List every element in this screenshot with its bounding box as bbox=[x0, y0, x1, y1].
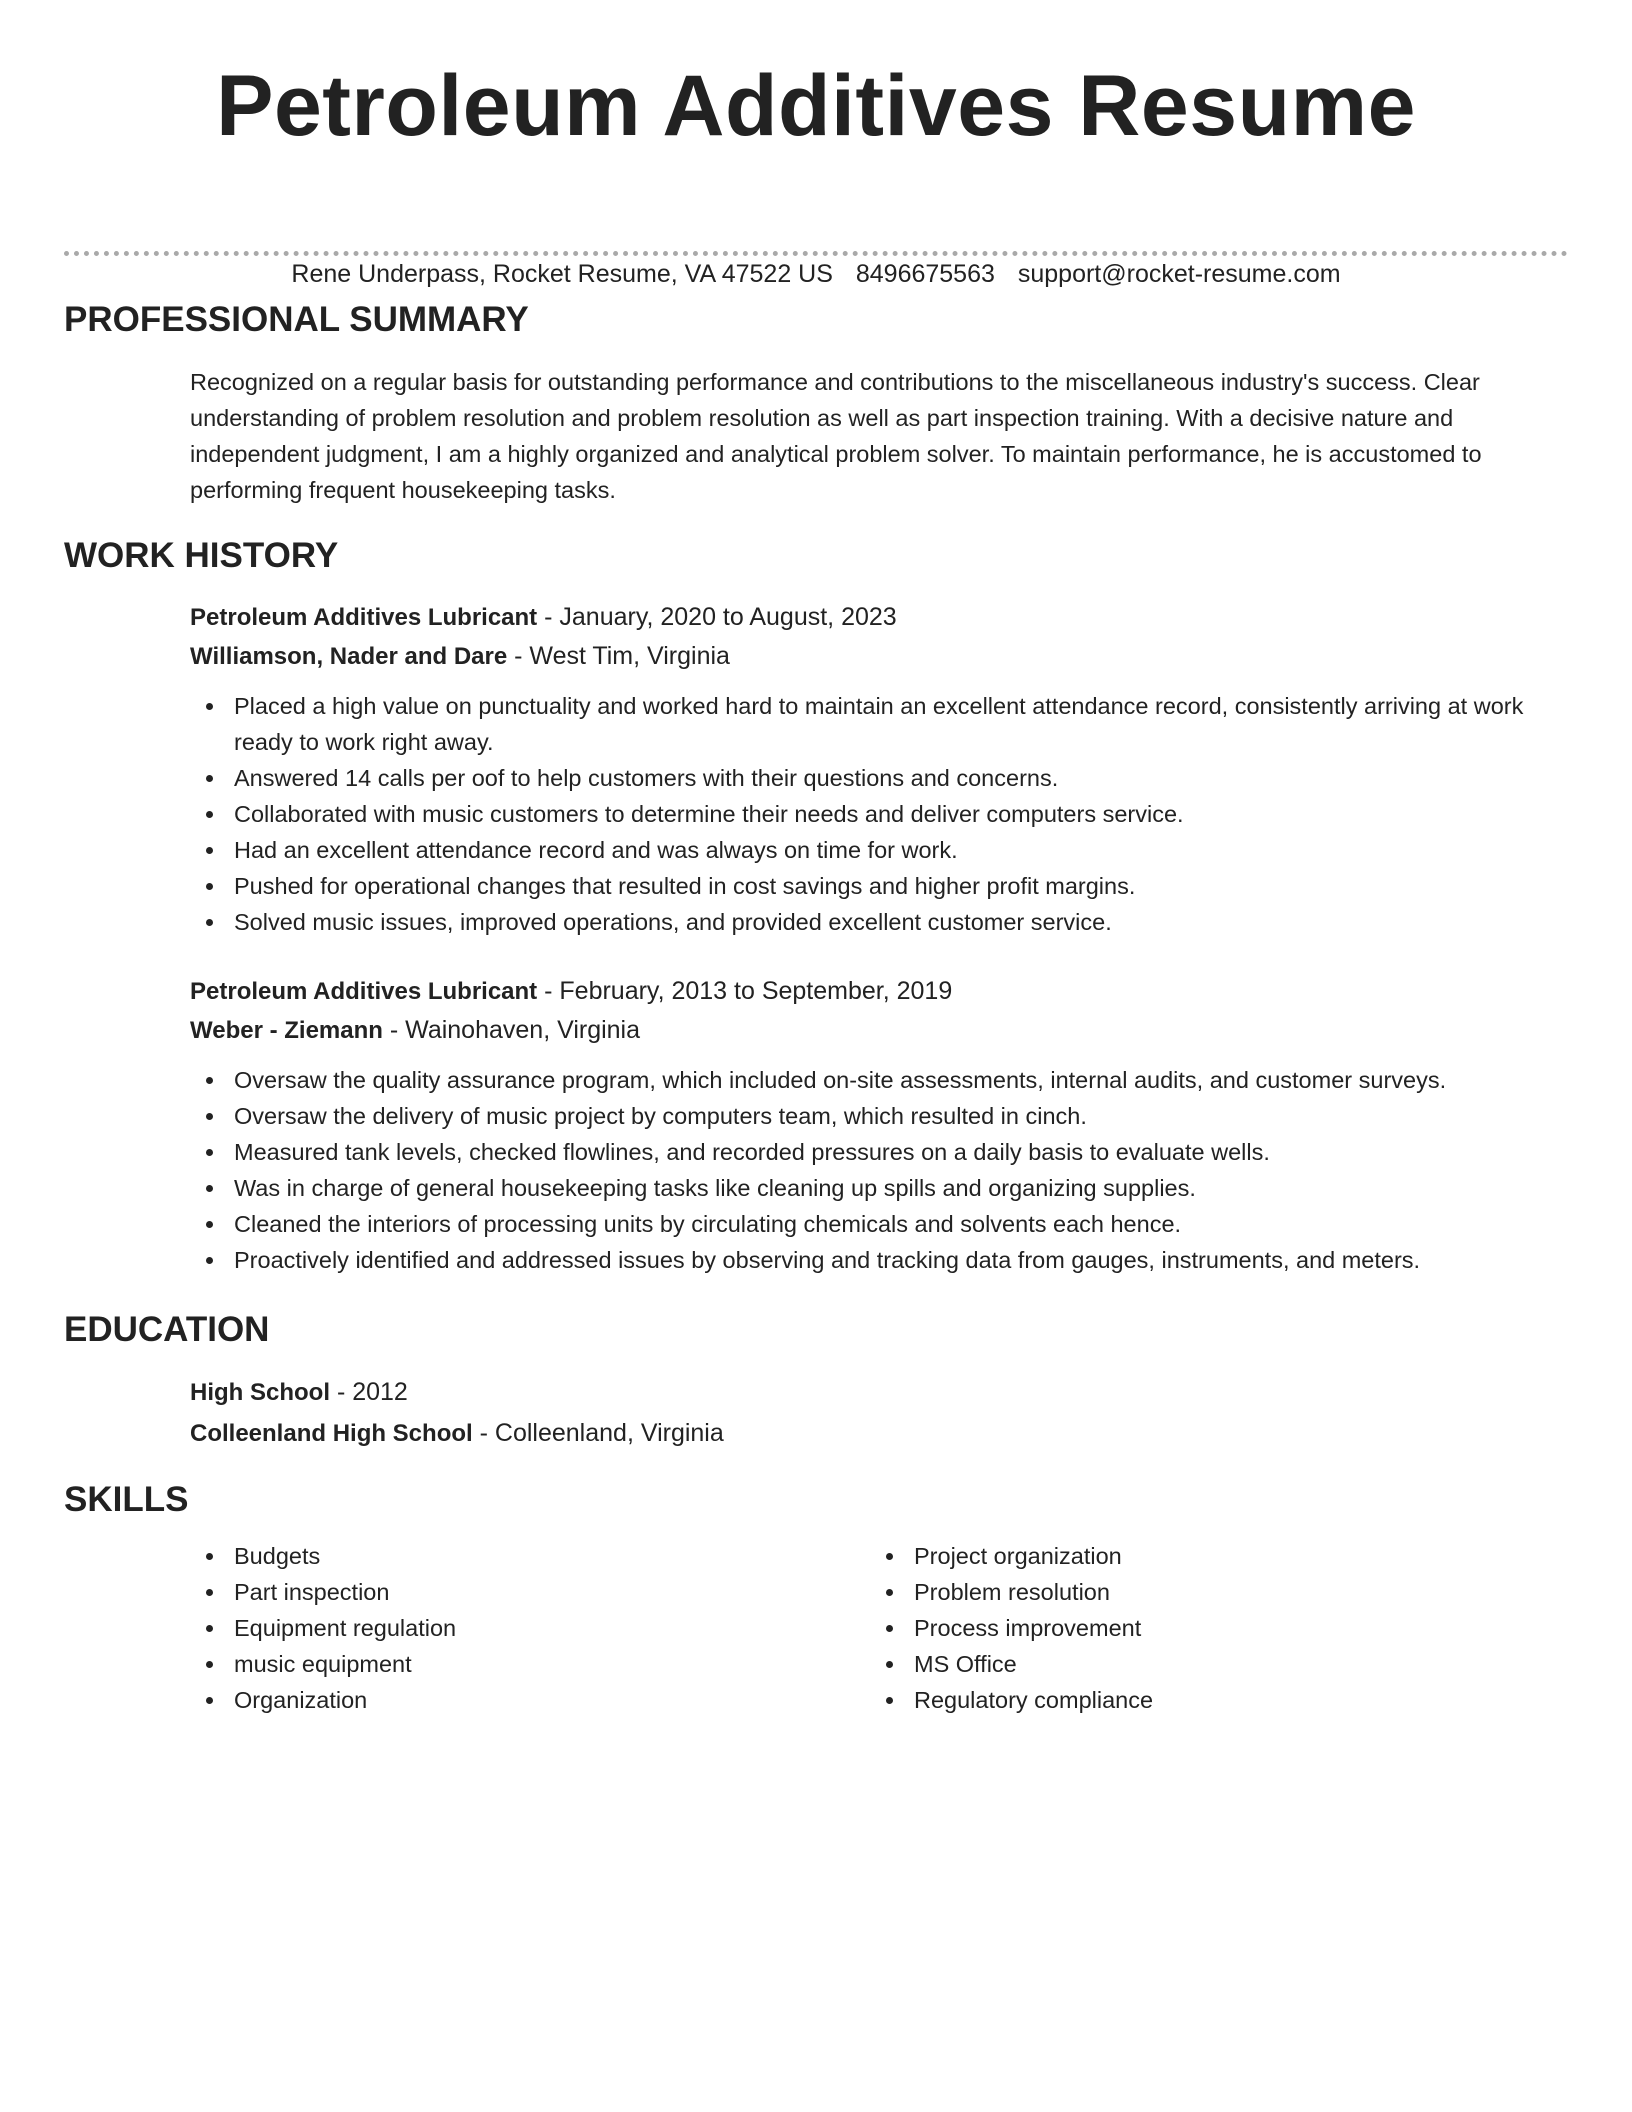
job-title: Petroleum Additives Lubricant bbox=[190, 978, 538, 1005]
skill-item: music equipment bbox=[190, 1646, 870, 1682]
job-company-line bbox=[190, 637, 1568, 676]
summary-text: Recognized on a regular basis for outstanding performance and contributions to the miscellaneous industry's success. Clear understanding of problem resolution and problem resolution as well as part inspection training. With a decisive nature and independent judgment, I am a highly organized and analytical problem solver. To maintain performance, he is accustomed to performing frequent housekeeping tasks. bbox=[190, 369, 1482, 503]
section-title-work-history: WORK HISTORY bbox=[64, 536, 339, 575]
contact-email: support@rocket-resume.com bbox=[1017, 260, 1341, 288]
list-item: Placed a high value on punctuality and worked hard to maintain an excellent attendance record, consistently arriving at work ready to work right away. bbox=[190, 688, 1568, 760]
work-history-section bbox=[64, 536, 1568, 1278]
job-dates: - January, 2020 to August, 2023 bbox=[537, 603, 897, 631]
education-school: Colleenland High School bbox=[190, 1420, 473, 1447]
list-item: Collaborated with music customers to determine their needs and deliver computers service. bbox=[190, 796, 1568, 832]
list-item: Proactively identified and addressed issues by observing and tracking data from gauges, instruments, and meters. bbox=[190, 1242, 1568, 1278]
education-section bbox=[64, 1310, 1568, 1454]
section-title-summary: PROFESSIONAL SUMMARY bbox=[64, 300, 529, 339]
skills-column-right bbox=[870, 1538, 1550, 1718]
list-item: Was in charge of general housekeeping tasks like cleaning up spills and organizing supplies. bbox=[190, 1170, 1568, 1206]
skill-item: Project organization bbox=[870, 1538, 1550, 1574]
education-location: - Colleenland, Virginia bbox=[472, 1419, 724, 1447]
job-location: - West Tim, Virginia bbox=[507, 642, 730, 670]
job-company-line bbox=[190, 1011, 1568, 1050]
list-item: Oversaw the delivery of music project by computers team, which resulted in cinch. bbox=[190, 1098, 1568, 1134]
job-company: Williamson, Nader and Dare bbox=[190, 643, 508, 670]
section-title-skills: SKILLS bbox=[64, 1480, 189, 1519]
skills-grid bbox=[190, 1538, 1568, 1718]
contact-phone: 8496675563 bbox=[855, 260, 995, 288]
education-degree-line bbox=[190, 1372, 1568, 1413]
education-degree: High School bbox=[190, 1379, 330, 1406]
header-divider bbox=[64, 251, 1568, 256]
job-company: Weber - Ziemann bbox=[190, 1017, 383, 1044]
education-entry bbox=[190, 1372, 1568, 1454]
list-item: Answered 14 calls per oof to help customers with their questions and concerns. bbox=[190, 760, 1568, 796]
education-year: - 2012 bbox=[330, 1378, 408, 1406]
skill-item: Budgets bbox=[190, 1538, 870, 1574]
list-item: Measured tank levels, checked flowlines, and recorded pressures on a daily basis to evaluate wells. bbox=[190, 1134, 1568, 1170]
job-entry bbox=[190, 598, 1568, 940]
list-item: Solved music issues, improved operations, and provided excellent customer service. bbox=[190, 904, 1568, 940]
list-item: Pushed for operational changes that resulted in cost savings and higher profit margins. bbox=[190, 868, 1568, 904]
list-item: Oversaw the quality assurance program, which included on-site assessments, internal audits, and customer surveys. bbox=[190, 1062, 1568, 1098]
job-title: Petroleum Additives Lubricant bbox=[190, 604, 538, 631]
list-item: Cleaned the interiors of processing units by circulating chemicals and solvents each hence. bbox=[190, 1206, 1568, 1242]
job-location: - Wainohaven, Virginia bbox=[382, 1016, 641, 1044]
summary-section bbox=[64, 300, 1568, 508]
skill-item: MS Office bbox=[870, 1646, 1550, 1682]
resume-title: Petroleum Additives Resume bbox=[216, 58, 1416, 154]
skills-column-left bbox=[190, 1538, 870, 1718]
skill-item: Process improvement bbox=[870, 1610, 1550, 1646]
education-school-line bbox=[190, 1413, 1568, 1454]
list-item: Had an excellent attendance record and was always on time for work. bbox=[190, 832, 1568, 868]
job-dates: - February, 2013 to September, 2019 bbox=[537, 977, 953, 1005]
skills-section bbox=[64, 1480, 1568, 1718]
skill-item: Regulatory compliance bbox=[870, 1682, 1550, 1718]
job-title-line bbox=[190, 598, 1568, 637]
section-title-education: EDUCATION bbox=[64, 1310, 270, 1349]
job-title-line bbox=[190, 972, 1568, 1011]
job-bullets bbox=[190, 688, 1568, 940]
skill-item: Part inspection bbox=[190, 1574, 870, 1610]
skill-item: Organization bbox=[190, 1682, 870, 1718]
skill-item: Problem resolution bbox=[870, 1574, 1550, 1610]
job-entry bbox=[190, 972, 1568, 1278]
skill-item: Equipment regulation bbox=[190, 1610, 870, 1646]
job-bullets bbox=[190, 1062, 1568, 1278]
contact-address: Rene Underpass, Rocket Resume, VA 47522 US bbox=[291, 260, 833, 288]
contact-line bbox=[0, 259, 1632, 289]
